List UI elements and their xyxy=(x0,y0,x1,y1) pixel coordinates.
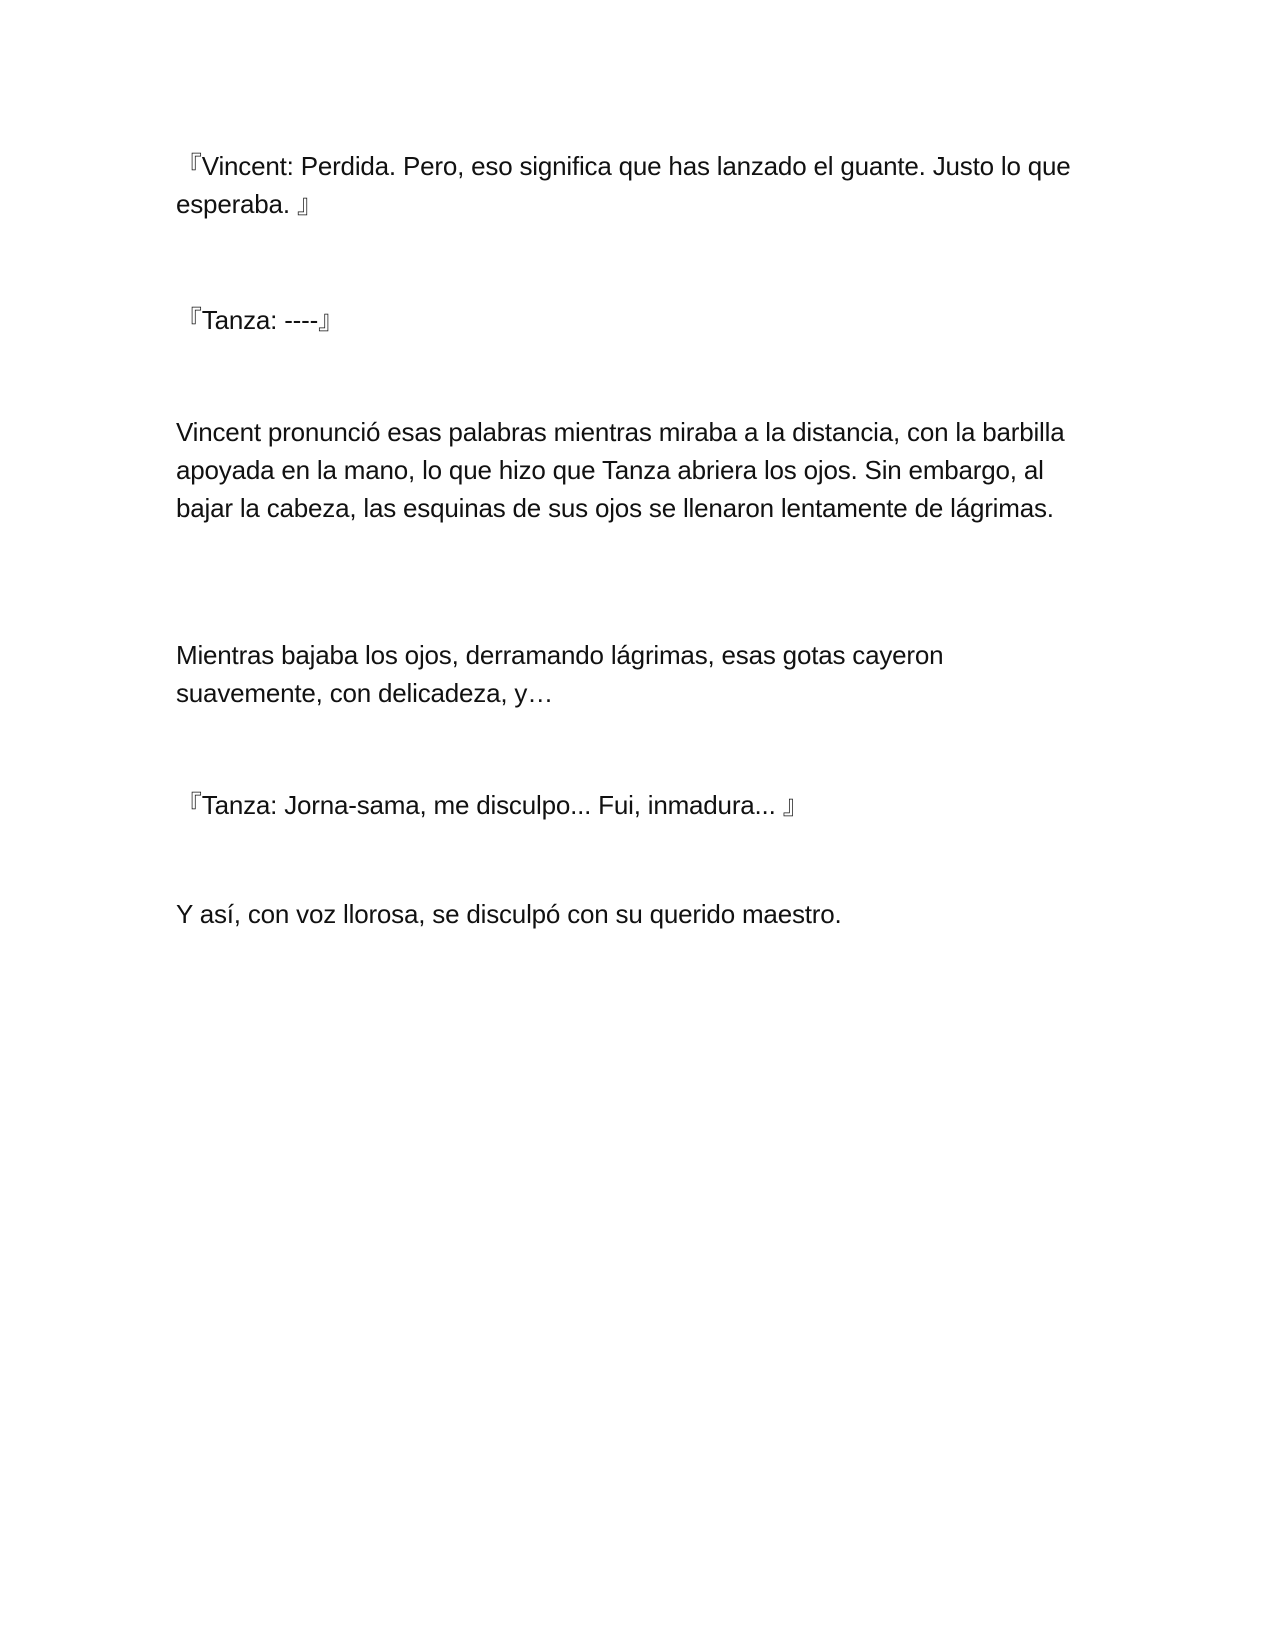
narration-paragraph-2: Mientras bajaba los ojos, derramando lágrimas, esas gotas cayeron suavemente, con delicadeza, y… xyxy=(176,640,944,708)
narration-paragraph-3: Y así, con voz llorosa, se disculpó con su querido maestro. xyxy=(176,899,842,929)
narration-paragraph-1: Vincent pronunció esas palabras mientras miraba a la distancia, con la barbilla apoyada en la mano, lo que hizo que Tanza abriera los ojos. Sin embargo, al bajar la cabeza, las esquinas de sus ojos se llenaron lentamente de lágrimas. xyxy=(176,417,1065,523)
dialogue-tanza-silence: 『Tanza: ----』 xyxy=(176,305,344,335)
dialogue-tanza-apology: 『Tanza: Jorna-sama, me disculpo... Fui, inmadura... 』 xyxy=(176,790,809,820)
dialogue-vincent: 『Vincent: Perdida. Pero, eso significa que has lanzado el guante. Justo lo que esperaba. 』 xyxy=(176,151,1071,219)
